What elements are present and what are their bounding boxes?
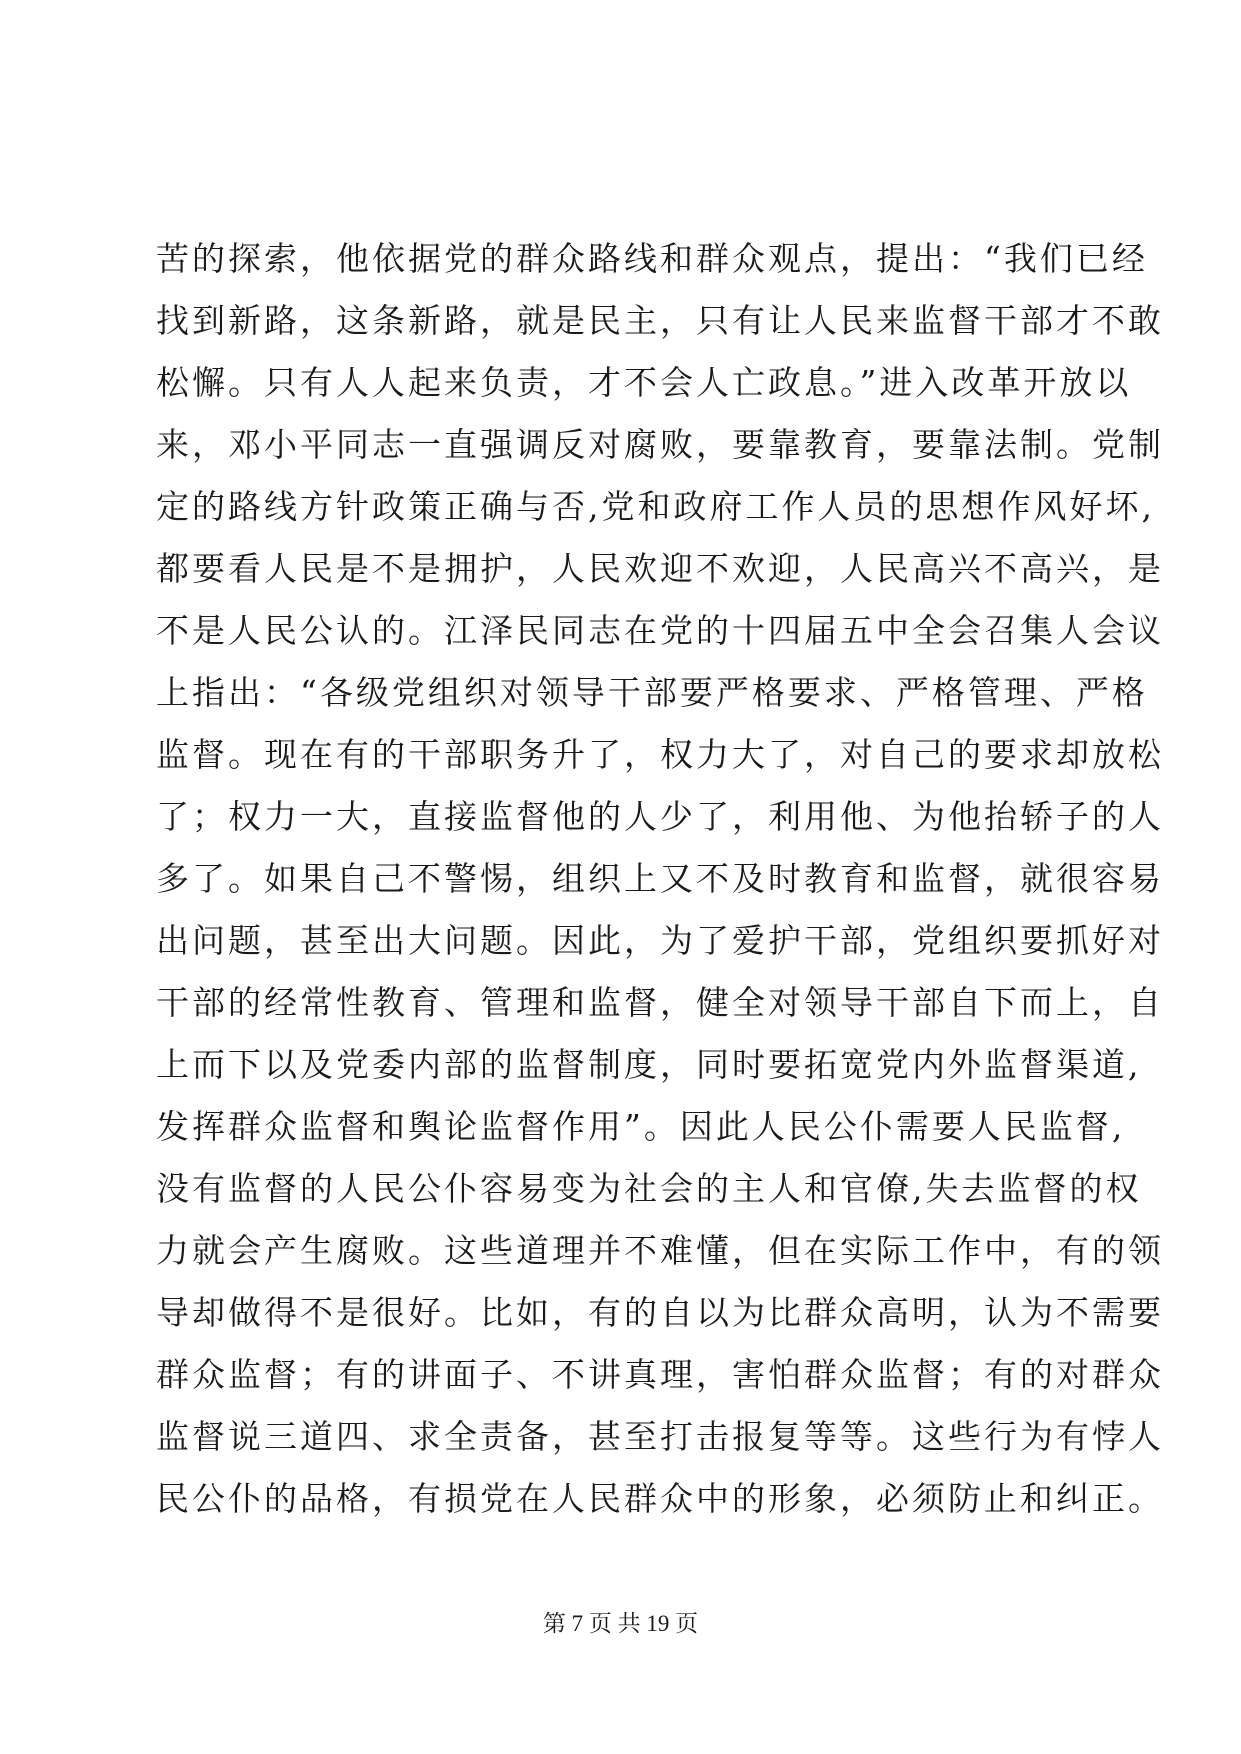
text-line: 发挥群众监督和舆论监督作用”。因此人民公仆需要人民监督, (156, 1107, 1126, 1146)
text-line: 干部的经常性教育、管理和监督，健全对领导干部自下而上，自 (156, 983, 1164, 1022)
text-line: 定的路线方针政策正确与否,党和政府工作人员的思想作风好坏, (156, 487, 1155, 526)
text-line: 松懈。只有人人起来负责，才不会人亡政息。”进入改革开放以 (156, 363, 1132, 402)
text-line: 找到新路，这条新路，就是民主，只有让人民来监督干部才不敢 (156, 301, 1164, 340)
page-number-footer: 第 7 页 共 19 页 (542, 1611, 699, 1636)
text-line: 没有监督的人民公仆容易变为社会的主人和官僚,失去监督的权 (156, 1169, 1142, 1208)
text-line: 上而下以及党委内部的监督制度，同时要拓宽党内外监督渠道, (156, 1045, 1142, 1084)
text-line: 民公仆的品格，有损党在人民群众中的形象，必须防止和纠正。 (156, 1479, 1164, 1518)
text-line: 不是人民公认的。江泽民同志在党的十四届五中全会召集人会议 (156, 611, 1164, 650)
text-line: 监督说三道四、求全责备，甚至打击报复等等。这些行为有悖人 (156, 1417, 1164, 1456)
text-line: 群众监督；有的讲面子、不讲真理，害怕群众监督；有的对群众 (156, 1355, 1164, 1394)
text-line: 都要看人民是不是拥护，人民欢迎不欢迎，人民高兴不高兴，是 (156, 549, 1164, 588)
text-line: 监督。现在有的干部职务升了，权力大了，对自己的要求却放松 (156, 735, 1164, 774)
text-line: 了；权力一大，直接监督他的人少了，利用他、为他抬轿子的人 (156, 797, 1164, 836)
text-line: 苦的探索，他依据党的群众路线和群众观点，提出：“我们已经 (156, 239, 1148, 278)
text-line: 多了。如果自己不警惕，组织上又不及时教育和监督，就很容易 (156, 859, 1164, 898)
text-line: 力就会产生腐败。这些道理并不难懂，但在实际工作中，有的领 (156, 1231, 1164, 1270)
text-line: 导却做得不是很好。比如，有的自以为比群众高明，认为不需要 (156, 1293, 1164, 1332)
text-line: 出问题，甚至出大问题。因此，为了爱护干部，党组织要抓好对 (156, 921, 1164, 960)
text-line: 来，邓小平同志一直强调反对腐败，要靠教育，要靠法制。党制 (156, 425, 1164, 464)
text-line: 上指出：“各级党组织对领导干部要严格要求、严格管理、严格 (156, 673, 1148, 712)
body-text (156, 228, 1164, 1530)
